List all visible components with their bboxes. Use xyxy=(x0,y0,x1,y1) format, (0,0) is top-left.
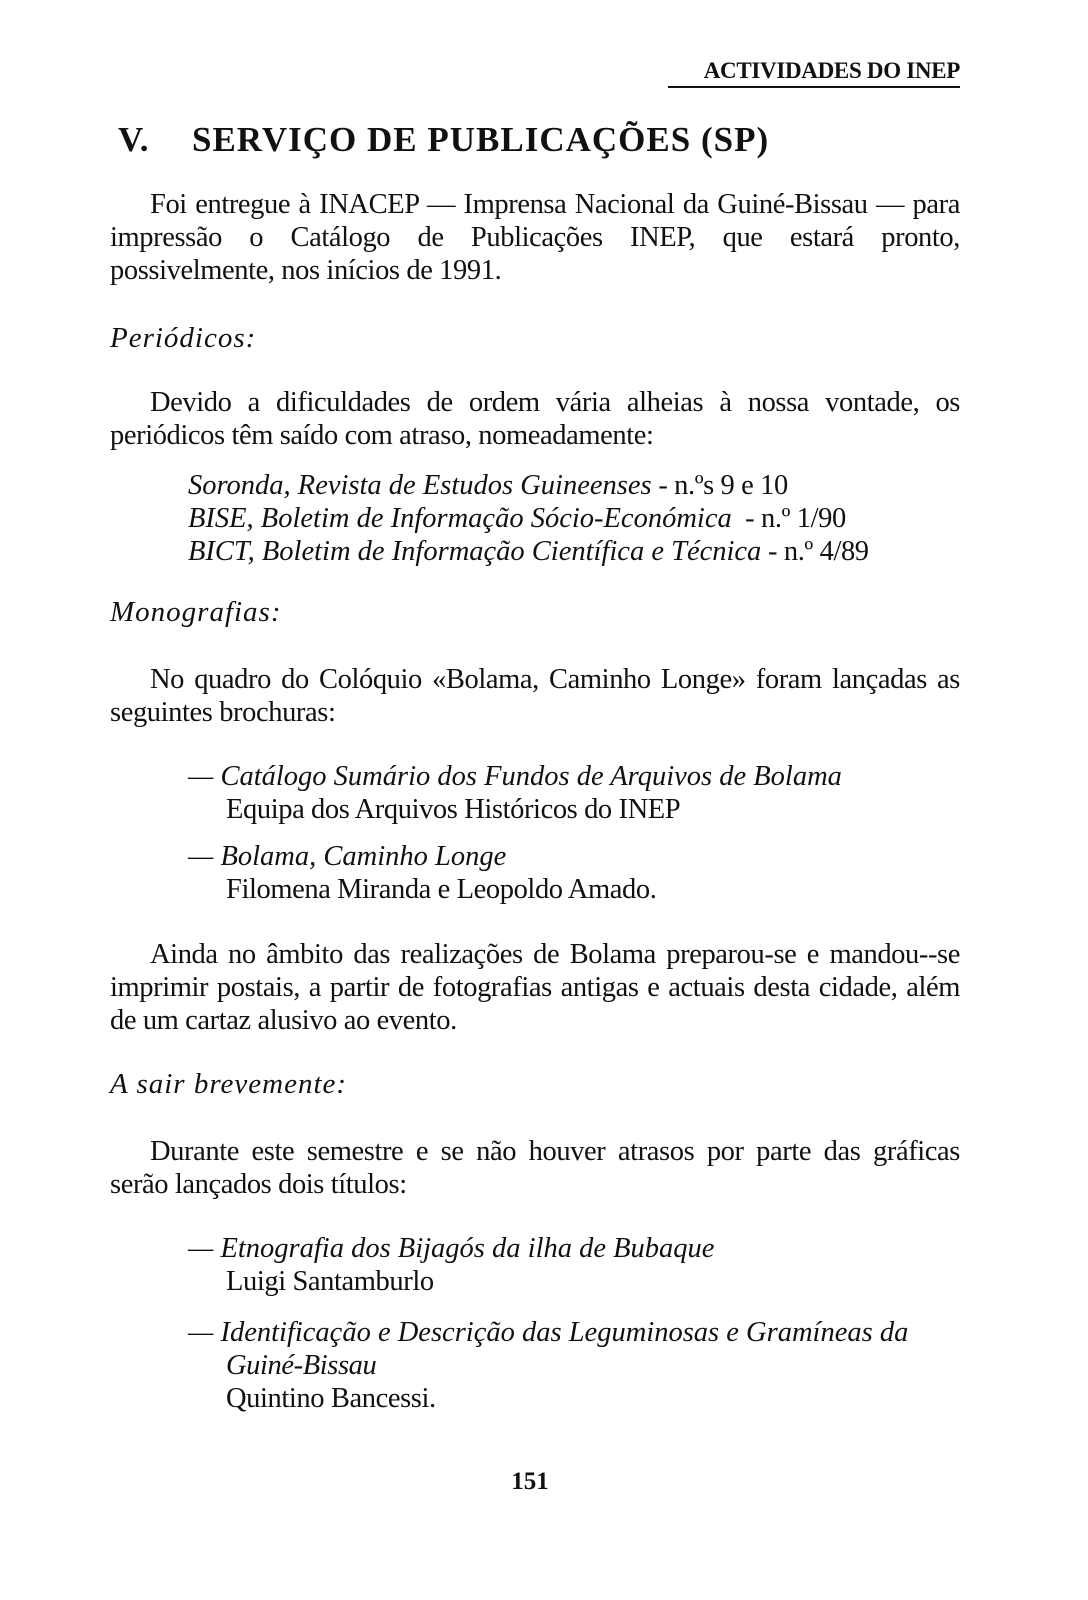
list-item xyxy=(188,469,948,502)
publication-title: — Etnografia dos Bijagós da ilha de Bubaque xyxy=(188,1233,715,1264)
periodicos-paragraph: Devido a dificuldades de ordem vária alheias à nossa vontade, os periódicos têm saído com atraso, nomeadamente: xyxy=(110,387,960,451)
publication-author: Filomena Miranda e Leopoldo Amado. xyxy=(226,874,657,905)
list-item xyxy=(188,535,948,568)
publication-author: Quintino Bancessi. xyxy=(226,1383,436,1414)
publication-title-continued: Guiné-Bissau xyxy=(226,1350,377,1381)
running-head: ACTIVIDADES DO INEP xyxy=(668,58,960,88)
section-title xyxy=(118,120,769,160)
list-item xyxy=(188,840,958,906)
monografias-paragraph-2: Ainda no âmbito das realizações de Bolama preparou-se e mandou--se imprimir postais, a partir de fotografias antigas e actuais desta cidade, além de um cartaz alusivo ao evento. xyxy=(110,939,960,1036)
list-item xyxy=(188,760,958,826)
intro-paragraph: Foi entregue à INACEP — Imprensa Nacional da Guiné-Bissau — para impressão o Catálogo de Publicações INEP, que estará pronto, possivelmente, nos inícios de 1991. xyxy=(110,189,960,286)
periodical-title: BICT, Boletim de Informação Científica e Técnica xyxy=(188,536,762,567)
a-sair-heading: A sair brevemente: xyxy=(110,1068,348,1100)
publication-author: Equipa dos Arquivos Históricos do INEP xyxy=(226,794,681,825)
periodical-title: BISE, Boletim de Informação Sócio-Económica xyxy=(188,503,732,534)
publication-title: — Catálogo Sumário dos Fundos de Arquivos de Bolama xyxy=(188,761,842,792)
page-number: 151 xyxy=(511,1468,549,1495)
list-item xyxy=(188,502,948,535)
monografias-heading: Monografias: xyxy=(110,596,282,628)
list-item xyxy=(188,1316,958,1415)
monografias-paragraph: No quadro do Colóquio «Bolama, Caminho Longe» foram lançadas as seguintes brochuras: xyxy=(110,664,960,728)
periodical-issue: - n.º 1/90 xyxy=(731,503,846,534)
section-title-text: SERVIÇO DE PUBLICAÇÕES (SP) xyxy=(192,120,770,159)
a-sair-paragraph: Durante este semestre e se não houver atrasos por parte das gráficas serão lançados dois títulos: xyxy=(110,1136,960,1200)
periodical-title: Soronda, Revista de Estudos Guineenses xyxy=(188,470,652,501)
periodical-issue: - n.ºs 9 e 10 xyxy=(651,470,788,501)
section-number: V. xyxy=(118,120,150,159)
publication-author: Luigi Santamburlo xyxy=(226,1266,434,1297)
publication-title: — Identificação e Descrição das Leguminosas e Gramíneas da xyxy=(188,1317,909,1348)
periodicos-heading: Periódicos: xyxy=(110,322,257,354)
periodical-issue: - n.º 4/89 xyxy=(761,536,869,567)
publication-title: — Bolama, Caminho Longe xyxy=(188,841,507,872)
periodicals-list xyxy=(188,469,948,568)
list-item xyxy=(188,1232,958,1298)
